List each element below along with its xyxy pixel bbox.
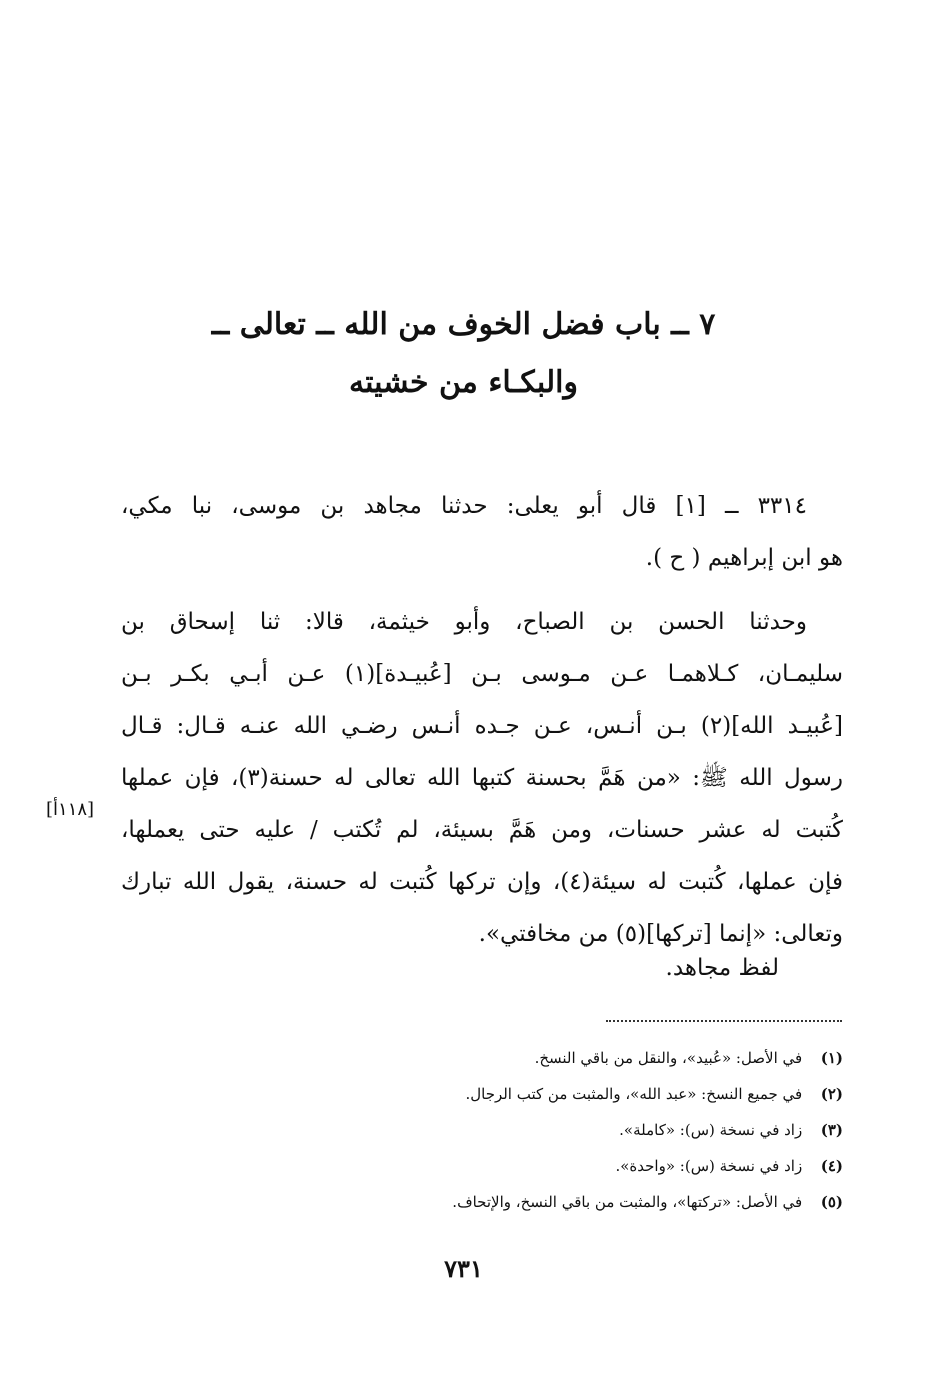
hadith-line: وتعالى: «إنما [تركها](٥) من مخافتي». (478, 921, 843, 947)
footnote-number: (٢) (820, 1085, 843, 1103)
hadith-line: كُتبت له عشر حسنات، ومن هَمَّ بسيئة، لم تُكتب / عليه حتى يعملها، (121, 817, 843, 843)
chapter-title-line-1: ٧ ــ باب فضل الخوف من الله ــ تعالى ــ (211, 307, 716, 342)
hadith-line: [عُبيـد الله](٢) بـن أنـس، عـن جـده أنـس رضـي الله عنـه قـال: قـال (121, 713, 843, 739)
footnote-number: (٥) (820, 1193, 843, 1211)
hadith-line: ٣٣١٤ ــ [١] قال أبو يعلى: حدثنا مجاهد بن موسى، نبا مكي، (121, 493, 807, 519)
hadith-line: رسول الله ﷺ: «من هَمَّ بحسنة كتبها الله تعالى له حسنة(٣)، فإن عملها (121, 765, 843, 791)
footnote-item (283, 1148, 843, 1184)
footnote-text: في الأصل: «عُبيد»، والنقل من باقي النسخ. (534, 1049, 803, 1067)
hadith-line: هو ابن إبراهيم ( ح ). (645, 545, 843, 571)
manuscript-folio-ref: [١١٨أ] (46, 799, 95, 820)
footnote-item (283, 1112, 843, 1148)
footnote-item (283, 1184, 843, 1220)
footnote-item (283, 1076, 843, 1112)
footnote-separator (606, 1020, 842, 1022)
hadith-closing: لفظ مجاهد. (665, 955, 779, 981)
footnotes (283, 1040, 843, 1220)
footnote-text: في جميع النسخ: «عبد الله»، والمثبت من كتب الرجال. (465, 1085, 803, 1103)
footnote-item (283, 1040, 843, 1076)
footnote-number: (٤) (820, 1157, 843, 1175)
hadith-line: فإن عملها، كُتبت له سيئة(٤)، وإن تركها كُتبت له حسنة، يقول الله تبارك (121, 869, 843, 895)
footnote-number: (٣) (820, 1121, 843, 1139)
footnote-number: (١) (820, 1049, 843, 1067)
footnote-text: في الأصل: «تركتها»، والمثبت من باقي النسخ، والإتحاف. (452, 1193, 803, 1211)
hadith-line: وحدثنا الحسن بن الصباح، وأبو خيثمة، قالا: ثنا إسحاق بن (121, 609, 807, 635)
footnote-text: زاد في نسخة (س): «كاملة». (619, 1121, 803, 1139)
page-number: ٧٣١ (444, 1254, 483, 1283)
hadith-text (121, 480, 843, 960)
footnote-text: زاد في نسخة (س): «واحدة». (615, 1157, 803, 1175)
hadith-line: سليمـان، كـلاهمـا عـن مـوسى بـن [عُبيـدة](١) عـن أبـي بكـر بـن (121, 661, 843, 687)
chapter-title (150, 296, 777, 412)
chapter-title-line-2: والبكـاء من خشيته (349, 365, 578, 400)
